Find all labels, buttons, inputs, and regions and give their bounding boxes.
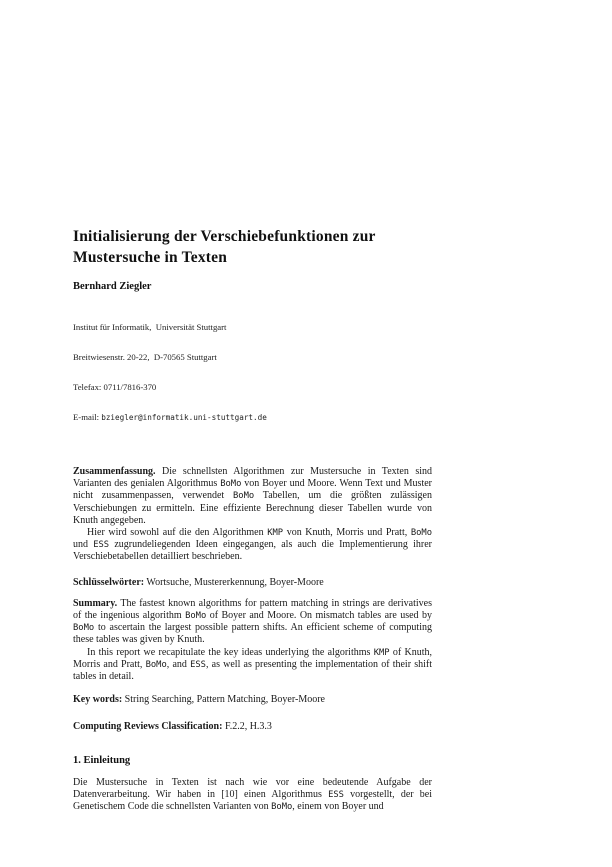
- keywords-german: Schlüsselwörter: Wortsuche, Mustererkennung, Boyer-Moore: [73, 576, 324, 588]
- page-content: [73, 226, 432, 813]
- abstract-german: [73, 466, 432, 564]
- paper-title-line1: Initialisierung der Verschiebefunktionen zur: [73, 228, 376, 245]
- author-name: Bernhard Ziegler: [73, 281, 152, 292]
- introduction-paragraph: Die Mustersuche in Texten ist nach wie vor eine bedeutende Aufgabe der Datenverarbeitung. Wir haben in [10] einen Algorithmus ESS vorgestellt, der bei Genetischem Code die schnellsten Varianten von BoMo, einem von Boyer und: [73, 776, 432, 813]
- affiliation-block: [73, 302, 432, 443]
- section-heading-einleitung: 1. Einleitung: [73, 754, 131, 766]
- affiliation-telefax: Telefax: 0711/7816-370: [73, 382, 157, 392]
- introduction-section: [73, 777, 432, 814]
- classification-line: Computing Reviews Classification: F.2.2, H.3.3: [73, 721, 272, 733]
- abstract-german-paragraph-2: Hier wird sowohl auf die den Algorithmen KMP von Knuth, Morris und Pratt, BoMo und ESS zugrundeliegenden Ideen eingegangen, als auch die Implementierung ihrer Verschiebetabellen detailliert beschrieben.: [73, 527, 433, 563]
- affiliation-address: Breitwiesenstr. 20-22, D-70565 Stuttgart: [73, 352, 217, 362]
- summary-english-paragraph-1: Summary. The fastest known algorithms for pattern matching in strings are derivatives of the ingenious algorithm BoMo of Boyer and Moore. On mismatch tables are used by BoMo to ascertain the largest possible pattern shifts. An efficient scheme of computing these tables was given by Knuth.: [73, 597, 432, 646]
- paper-title: [73, 226, 432, 268]
- summary-english-paragraph-2: In this report we recapitulate the key ideas underlying the algorithms KMP of Knuth, Morris and Pratt, BoMo, and ESS, as well as presenting the implementation of their shift tables in detail.: [73, 646, 432, 683]
- summary-english: [73, 598, 432, 683]
- affiliation-institute: Institut für Informatik, Universität Stuttgart: [73, 322, 227, 332]
- affiliation-email: E-mail: bziegler@informatik.uni-stuttgart.de: [73, 412, 267, 422]
- paper-title-line2: Mustersuche in Texten: [73, 249, 228, 266]
- abstract-german-paragraph-1: Zusammenfassung. Die schnellsten Algorithmen zur Mustersuche in Texten sind Varianten des genialen Algorithmus BoMo von Boyer und Moore. Wenn Text und Muster nicht zusammenpassen, verwendet BoMo Tabellen, um die größten zulässigen Verschiebungen zu ermitteln. Eine effiziente Berechnung dieser Tabellen wurde von Knuth angegeben.: [73, 466, 432, 526]
- keywords-english: Key words: String Searching, Pattern Matching, Boyer-Moore: [73, 694, 325, 706]
